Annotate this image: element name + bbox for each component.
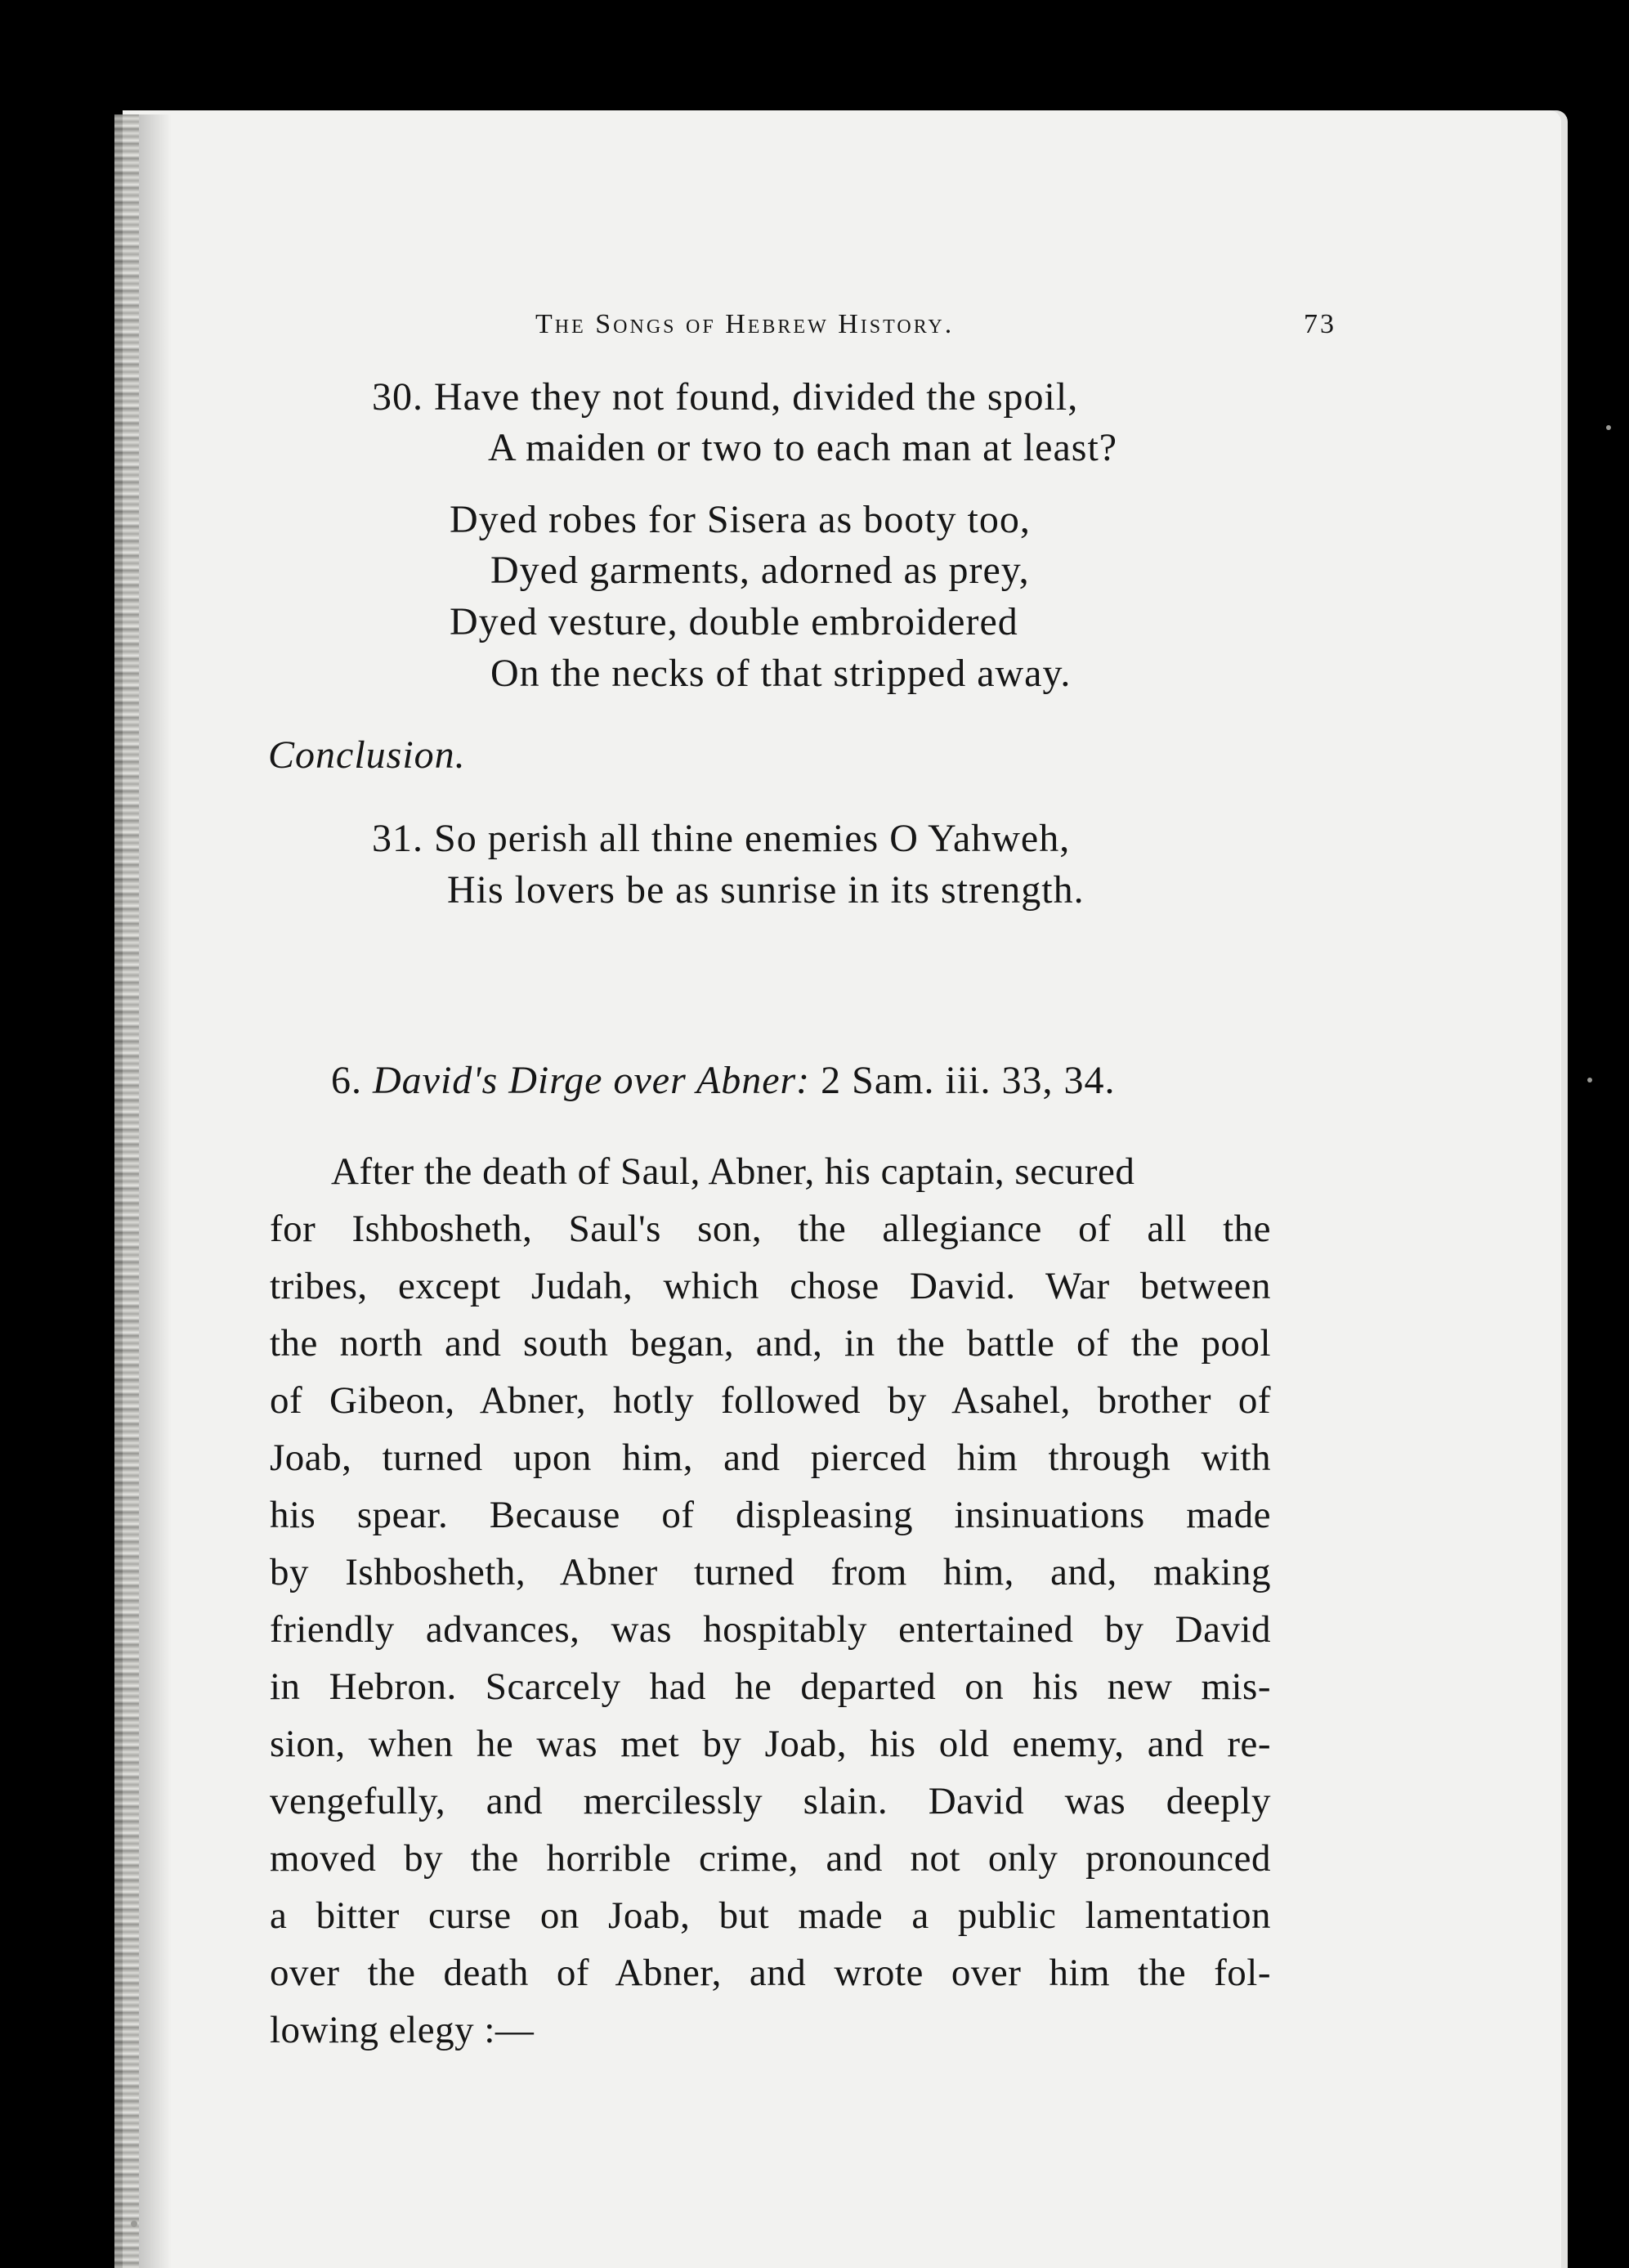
- scripture-reference: 2 Sam. iii. 33, 34.: [821, 1059, 1116, 1102]
- paragraph-line: vengefully, and mercilessly slain. David was deeply: [270, 1780, 1271, 1822]
- scan-speck: [1606, 425, 1611, 430]
- paragraph-line: moved by the horrible crime, and not only pronounced: [270, 1837, 1271, 1880]
- paragraph-line: the north and south began, and, in the battle of the pool: [270, 1322, 1271, 1365]
- verse-line: A maiden or two to each man at least?: [488, 426, 1118, 469]
- stanza-line: Dyed garments, adorned as prey,: [490, 549, 1030, 592]
- paragraph-line: a bitter curse on Joab, but made a public lamentation: [270, 1894, 1271, 1937]
- stanza-line: Dyed vesture, double embroidered: [450, 600, 1018, 643]
- gutter-shadow: [139, 114, 172, 2268]
- section-label: Conclusion.: [268, 733, 466, 777]
- verse-line: 30. Have they not found, divided the spoil,: [372, 375, 1079, 419]
- section-number: 6.: [331, 1059, 362, 1102]
- scan-speck: [1587, 1078, 1592, 1082]
- paragraph-line: of Gibeon, Abner, hotly followed by Asahel, brother of: [270, 1379, 1271, 1422]
- section-heading: [331, 1061, 1116, 1100]
- stanza-line: Dyed robes for Sisera as booty too,: [450, 498, 1031, 541]
- paragraph-line: over the death of Abner, and wrote over him the fol-: [270, 1952, 1271, 1994]
- paragraph-line: lowing elegy :—: [270, 2009, 535, 2051]
- running-head-title: The Songs of Hebrew History.: [535, 309, 955, 339]
- paragraph-line: for Ishbosheth, Saul's son, the allegiance of all the: [270, 1208, 1271, 1250]
- scan-speck: [131, 2221, 137, 2227]
- paragraph-line: by Ishbosheth, Abner turned from him, and, making: [270, 1551, 1271, 1593]
- book-binding-edge: [114, 114, 139, 2268]
- paragraph-line: After the death of Saul, Abner, his captain, secured: [331, 1150, 1135, 1193]
- stanza-line: On the necks of that stripped away.: [490, 652, 1072, 695]
- verse-line: 31. So perish all thine enemies O Yahweh,: [372, 817, 1071, 860]
- paragraph-line: his spear. Because of displeasing insinuations made: [270, 1494, 1271, 1536]
- paragraph-line: friendly advances, was hospitably entertained by David: [270, 1608, 1271, 1651]
- paragraph-line: Joab, turned upon him, and pierced him through with: [270, 1437, 1271, 1479]
- paragraph-line: tribes, except Judah, which chose David. War between: [270, 1265, 1271, 1307]
- section-title: David's Dirge over Abner:: [373, 1059, 811, 1102]
- paragraph-line: sion, when he was met by Joab, his old enemy, and re-: [270, 1723, 1271, 1765]
- verse-line: His lovers be as sunrise in its strength.: [447, 868, 1085, 912]
- paragraph-line: in Hebron. Scarcely had he departed on his new mis-: [270, 1665, 1271, 1708]
- page-number: 73: [1304, 309, 1336, 339]
